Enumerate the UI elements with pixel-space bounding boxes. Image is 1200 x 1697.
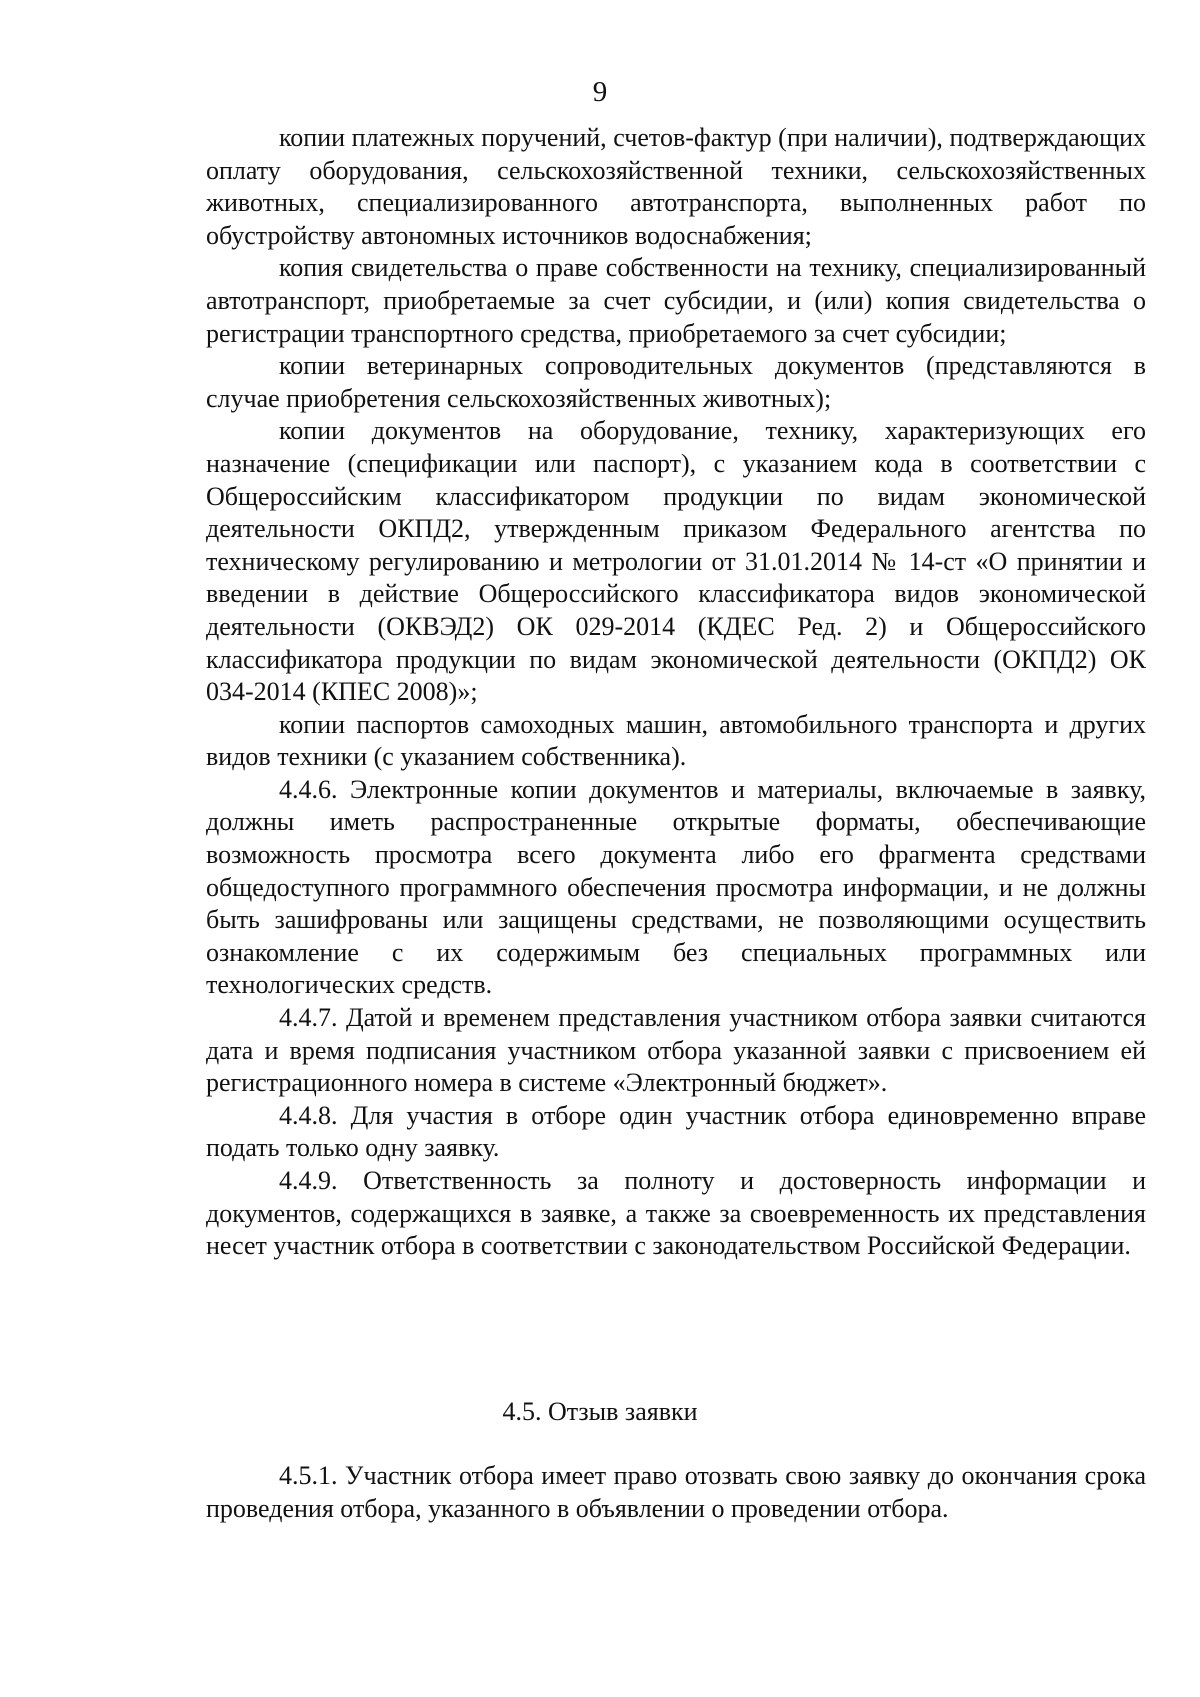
- document-body: [206, 122, 1146, 1263]
- paragraph-4-5-1: 4.5.1. Участник отбора имеет право отозвать свою заявку до окончания срока проведения отбора, указанного в объявлении о проведении отбора.: [206, 1461, 1146, 1523]
- section-heading: 4.5. Отзыв заявки: [502, 1397, 698, 1426]
- paragraph-machine-passports: копии паспортов самоходных машин, автомобильного транспорта и других видов техники (с указанием собственника).: [206, 709, 1146, 772]
- section-body: [206, 1460, 1146, 1525]
- paragraph-equipment-documents: копии документов на оборудование, технику, характеризующих его назначение (спецификации или паспорт), с указанием кода в соответствии с Общероссийским классификатором продукции по видам экономической деятельности ОКПД2, утвержденным приказом Федерального агентства по техническому регулированию и метрологии от 31.01.2014 № 14-ст «О принятии и введении в действие Общероссийского классификатора видов экономической деятельности (ОКВЭД2) ОК 029-2014 (КДЕС Ред. 2) и Общероссийского классификатора продукции по видам экономической деятельности (ОКПД2) ОК 034-2014 (КПЕС 2008)»;: [206, 416, 1146, 707]
- paragraph-4-4-7: 4.4.7. Датой и временем представления участником отбора заявки считаются дата и время подписания участником отбора указанной заявки с присвоением ей регистрационного номера в системе «Электронный бюджет».: [206, 1003, 1146, 1098]
- page-number: 9: [592, 76, 608, 108]
- paragraph-veterinary-documents: копии ветеринарных сопроводительных документов (представляются в случае приобретения сельскохозяйственных животных);: [206, 351, 1146, 413]
- paragraph-4-4-8: 4.4.8. Для участия в отборе один участник отбора единовременно вправе подать только одну заявку.: [206, 1100, 1146, 1163]
- paragraph-ownership-certificate: копия свидетельства о праве собственности на технику, специализированный автотранспорт, приобретаемые за счет субсидии, и (или) копия свидетельства о регистрации транспортного средства, приобретаемого за счет субсидии;: [206, 253, 1146, 348]
- paragraph-4-4-9: 4.4.9. Ответственность за полноту и достоверность информации и документов, содержащихся в заявке, а также за своевременность их представления несет участник отбора в соответствии с законодательством Российской Федерации.: [206, 1166, 1146, 1261]
- paragraph-payment-orders: копии платежных поручений, счетов-фактур (при наличии), подтверждающих оплату оборудования, сельскохозяйственной техники, сельскохозяйственных животных, специализированного автотранспорта, выполненных работ по обустройству автономных источников водоснабжения;: [206, 123, 1146, 250]
- paragraph-4-4-6: 4.4.6. Электронные копии документов и материалы, включаемые в заявку, должны иметь распространенные открытые форматы, обеспечивающие возможность просмотра всего документа либо его фрагмента средствами общедоступного программного обеспечения просмотра информации, и не должны быть зашифрованы или защищены средствами, не позволяющими осуществить ознакомление с их содержимым без специальных программных или технологических средств.: [206, 774, 1146, 1000]
